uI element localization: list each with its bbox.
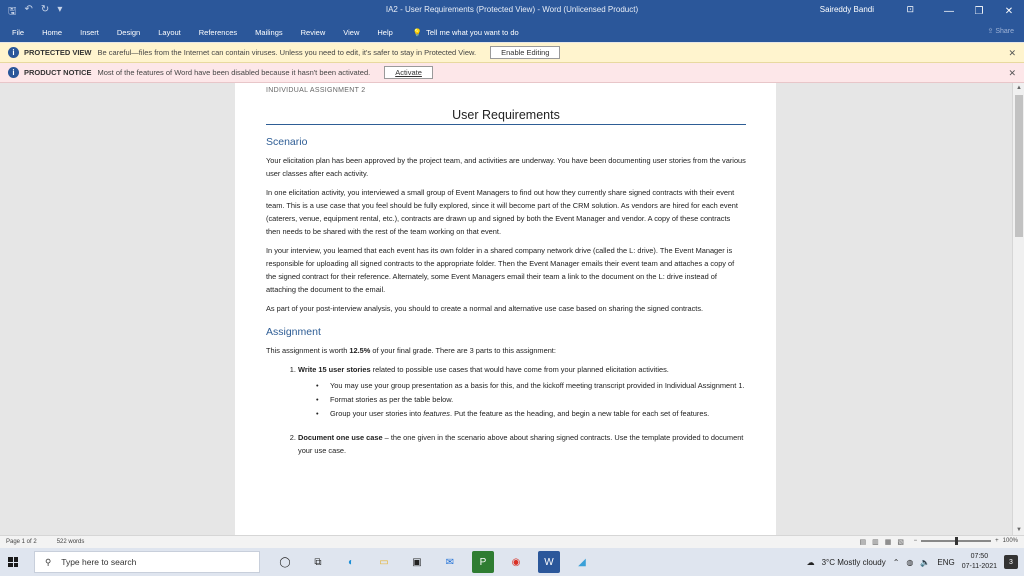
grade-weight: 12.5%	[349, 346, 371, 355]
volume-icon[interactable]: 🔈	[920, 557, 931, 567]
item1-bold: Write 15 user stories	[298, 365, 371, 374]
zoom-slider-knob[interactable]	[955, 537, 958, 545]
system-tray	[807, 548, 1018, 576]
network-icon[interactable]: ◍	[906, 557, 914, 567]
item2-bold: Document one use case	[298, 433, 383, 442]
restore-button[interactable]: ❐	[974, 5, 984, 17]
weather-icon[interactable]: ☁	[806, 557, 815, 567]
zoom-in-icon[interactable]: +	[995, 538, 999, 544]
customize-toolbar-icon[interactable]: ▾	[57, 4, 63, 15]
tell-me-box[interactable]	[413, 28, 519, 37]
sub-item-part: . Put the feature as the heading, and begin a new table for each set of features.	[449, 409, 710, 418]
assignment-heading: Assignment	[266, 326, 321, 338]
edge-icon[interactable]: ◐	[347, 556, 355, 568]
zoom-slider[interactable]	[921, 540, 991, 542]
features-term: features	[423, 409, 450, 418]
lightbulb-icon: 💡	[412, 27, 423, 37]
web-layout-icon[interactable]: ▧	[897, 539, 904, 546]
page-header: INDIVIDUAL ASSIGNMENT 2	[266, 87, 366, 94]
document-title: User Requirements	[266, 108, 746, 125]
project-icon[interactable]: P	[472, 551, 494, 573]
mail-icon[interactable]: ✉	[445, 556, 455, 568]
protected-view-bar	[0, 43, 1024, 63]
protected-view-heading: PROTECTED VIEW	[24, 48, 92, 57]
window-title: IA2 - User Requirements (Protected View) - Word (Unlicensed Product)	[385, 5, 639, 14]
tab-help[interactable]: Help	[377, 27, 393, 37]
close-icon[interactable]: ✕	[1008, 48, 1016, 58]
print-layout-icon[interactable]: ▦	[884, 539, 892, 546]
taskbar-search-box[interactable]	[34, 551, 260, 573]
product-notice-heading: PRODUCT NOTICE	[24, 68, 92, 77]
undo-icon[interactable]: ↶	[24, 4, 33, 15]
scenario-paragraph-3: In your interview, you learned that each event has its own folder in a shared company network drive (called the L: drive). The Event Manager is responsible for uploading all signed contracts to the appropriate folder. Then the Event Manager emails their event team and attaches a copy of the signed contract for their reference. Alternately, some Event Managers email their team a link to the document on the L: drive instead of attaching the document to the email.	[266, 246, 735, 294]
word-icon[interactable]: W	[538, 551, 560, 573]
document-page[interactable]	[235, 83, 776, 535]
product-notice-bar	[0, 63, 1024, 83]
product-notice-text: Most of the features of Word have been disabled because it hasn't been activated.	[97, 68, 371, 77]
windows-icon	[8, 557, 18, 567]
page-count[interactable]: Page 1 of 2	[6, 539, 37, 545]
vertical-scrollbar[interactable]	[1012, 83, 1024, 535]
cortana-icon[interactable]: ◯	[279, 556, 291, 568]
item2-text: – the one given in the scenario above about sharing signed contracts. Use the template provided to document your use case.	[298, 433, 744, 455]
clock-time: 07:50	[970, 553, 989, 560]
assignment-intro-start: This assignment is worth	[266, 346, 350, 355]
weather-text[interactable]: 3°C Mostly cloudy	[821, 557, 886, 567]
tab-references[interactable]: References	[198, 27, 238, 37]
enable-editing-button[interactable]: Enable Editing	[490, 46, 560, 59]
close-icon[interactable]: ✕	[1008, 68, 1016, 78]
chrome-icon[interactable]: ◉	[511, 556, 521, 568]
zoom-out-icon[interactable]: −	[913, 538, 918, 544]
item1-sublist	[298, 379, 746, 420]
chevron-up-icon[interactable]: ⌃	[892, 557, 900, 567]
window-controls	[934, 0, 1024, 22]
file-explorer-icon[interactable]: ▭	[379, 556, 389, 568]
language-indicator[interactable]: ENG	[937, 557, 955, 567]
task-view-icon[interactable]: ⧉	[314, 556, 322, 568]
share-button[interactable]	[987, 27, 1014, 35]
search-icon: ⚲	[45, 556, 52, 567]
app-icon[interactable]: ◢	[578, 556, 586, 568]
list-item	[298, 363, 746, 420]
clock-date: 07-11-2021	[961, 563, 997, 570]
scenario-paragraph-2: In one elicitation activity, you interviewed a small group of Event Managers to find out how they currently share signed contracts with their event team. This is a use case that you feel should be fully explored, since it will become part of the CRM solution. As vendors are hired for each event (caterers, venue, equipment rental, etc.), contracts are drawn up and signed by both the Event Manager and vendor. A copy of these contracts then needs to be shared with the rest of the team working on that event.	[266, 188, 738, 236]
tab-home[interactable]: Home	[42, 27, 63, 37]
ribbon-tabs	[0, 22, 1024, 42]
document-area[interactable]	[0, 83, 1012, 535]
title-bar	[0, 0, 1024, 22]
tell-me-text: Tell me what you want to do	[426, 27, 519, 37]
tab-view[interactable]: View	[343, 27, 360, 37]
tab-mailings[interactable]: Mailings	[255, 27, 283, 37]
pinned-apps	[274, 551, 593, 573]
taskbar	[0, 548, 1024, 576]
focus-mode-icon[interactable]: ▤	[859, 539, 867, 546]
search-placeholder: Type here to search	[61, 557, 137, 567]
tab-file[interactable]: File	[12, 27, 25, 37]
info-icon: i	[8, 47, 19, 58]
scroll-thumb[interactable]	[1015, 95, 1023, 237]
share-label: Share	[995, 28, 1014, 35]
scenario-paragraph-1: Your elicitation plan has been approved by the project team, and activities are underway. You have been documenting user stories from the various user classes after each activity.	[266, 156, 746, 178]
share-icon: ⇪	[987, 28, 994, 35]
close-button[interactable]: ✕	[1004, 5, 1014, 17]
sub-item	[316, 407, 746, 420]
list-item	[298, 431, 746, 457]
view-buttons	[860, 538, 905, 546]
assignment-intro	[266, 344, 746, 357]
sub-item: • Format stories as per the table below.	[316, 393, 746, 406]
account-name[interactable]: Saireddy Bandi	[819, 5, 874, 14]
scroll-up-icon[interactable]: ▲	[1016, 85, 1022, 91]
status-bar	[0, 535, 1024, 548]
sub-item: • You may use your group presentation as a basis for this, and the kickoff meeting transcript provided in Individual Assignment 1.	[316, 379, 746, 392]
redo-icon[interactable]: ↻	[40, 4, 50, 15]
minimize-button[interactable]: —	[944, 5, 954, 17]
info-icon: i	[8, 67, 19, 78]
item1-text: related to possible use cases that would have come from your planned elicitation activities.	[370, 365, 669, 374]
assignment-intro-end: of your final grade. There are 3 parts to this assignment:	[370, 346, 556, 355]
scenario-paragraph-4: As part of your post-interview analysis, you should to create a normal and alternative use case based on sharing the signed contracts.	[266, 304, 704, 313]
protected-view-text: Be careful—files from the Internet can contain viruses. Unless you need to edit, it's safer to stay in Protected View.	[97, 48, 477, 57]
word-count[interactable]: 522 words	[56, 539, 85, 545]
notification-button[interactable]: 3	[1004, 555, 1018, 569]
tab-review[interactable]: Review	[300, 27, 326, 37]
tab-design[interactable]: Design	[116, 27, 141, 37]
activate-button[interactable]: Activate	[384, 66, 433, 79]
zoom-control	[914, 538, 1018, 544]
sub-item-part: Group your user stories into	[330, 409, 424, 418]
read-mode-icon[interactable]: ▥	[872, 539, 879, 546]
scenario-heading: Scenario	[266, 136, 308, 148]
store-icon[interactable]: ▣	[412, 556, 422, 568]
scroll-down-icon[interactable]: ▼	[1016, 527, 1022, 533]
start-button[interactable]	[0, 548, 26, 576]
tab-layout[interactable]: Layout	[158, 27, 181, 37]
ribbon-display-icon[interactable]: ⊡	[906, 4, 914, 14]
tab-insert[interactable]: Insert	[80, 27, 99, 37]
assignment-list	[266, 363, 746, 457]
zoom-level[interactable]: 100%	[1002, 538, 1018, 544]
save-icon[interactable]: 🖫	[8, 6, 17, 17]
clock[interactable]	[962, 552, 997, 572]
